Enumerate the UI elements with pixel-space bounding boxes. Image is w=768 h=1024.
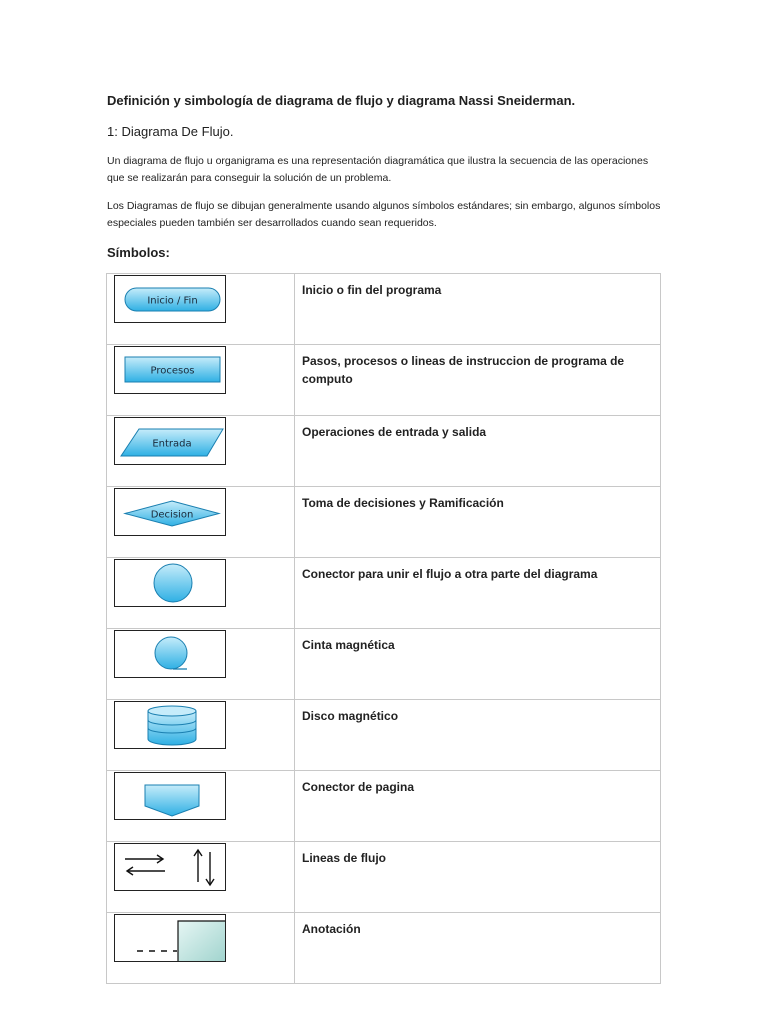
table-row xyxy=(107,274,661,345)
symbol-description: Disco magnético xyxy=(295,700,661,771)
symbol-box xyxy=(114,772,226,820)
io-shape-label: Entrada xyxy=(152,438,192,450)
symbol-box xyxy=(114,843,226,891)
paragraph-definition: Un diagrama de flujo u organigrama es una representación diagramática que ilustra la secuencia de las operaciones que se realizarán para conseguir la solución de un problema. xyxy=(107,155,649,184)
symbol-description: Inicio o fin del programa xyxy=(295,274,661,345)
symbols-table xyxy=(106,273,661,984)
page-connector-icon xyxy=(115,773,225,819)
symbol-box xyxy=(114,914,226,962)
io-parallelogram-icon xyxy=(115,418,225,464)
symbol-box xyxy=(114,630,226,678)
connector-circle-icon xyxy=(115,560,225,606)
paragraph-symbols-note: Los Diagramas de flujo se dibujan generalmente usando algunos símbolos estándares; sin embargo, algunos símbolos especiales pueden también ser desarrollados cuando sean requeridos. xyxy=(107,200,661,229)
document-title: Definición y simbología de diagrama de flujo y diagrama Nassi Sneiderman. xyxy=(107,93,576,108)
table-row xyxy=(107,700,661,771)
symbol-box xyxy=(114,559,226,607)
table-row xyxy=(107,345,661,416)
symbol-description: Toma de decisiones y Ramificación xyxy=(295,487,661,558)
symbol-description: Pasos, procesos o lineas de instruccion de programa de computo xyxy=(295,345,661,416)
table-row xyxy=(107,913,661,984)
symbol-box xyxy=(114,488,226,536)
symbol-box xyxy=(114,275,226,323)
symbol-description: Conector de pagina xyxy=(295,771,661,842)
table-row xyxy=(107,771,661,842)
symbol-description: Lineas de flujo xyxy=(295,842,661,913)
process-shape-label: Procesos xyxy=(150,365,195,377)
symbol-box xyxy=(114,346,226,394)
decision-shape-label: Decision xyxy=(150,509,194,521)
table-row xyxy=(107,416,661,487)
annotation-icon xyxy=(115,915,225,961)
symbol-description: Operaciones de entrada y salida xyxy=(295,416,661,487)
magnetic-disk-icon xyxy=(115,702,225,748)
section-heading: 1: Diagrama De Flujo. xyxy=(107,124,234,139)
symbol-box xyxy=(114,417,226,465)
symbol-box xyxy=(114,701,226,749)
process-shape-icon xyxy=(115,347,225,393)
table-row xyxy=(107,629,661,700)
table-row xyxy=(107,487,661,558)
terminal-shape-label: Inicio / Fin xyxy=(147,295,198,307)
flow-lines-icon xyxy=(115,844,225,890)
symbol-description: Cinta magnética xyxy=(295,629,661,700)
symbols-label: Símbolos: xyxy=(107,245,170,260)
table-row xyxy=(107,842,661,913)
decision-diamond-icon xyxy=(115,489,225,535)
table-row xyxy=(107,558,661,629)
symbol-description: Conector para unir el flujo a otra parte del diagrama xyxy=(295,558,661,629)
symbol-description: Anotación xyxy=(295,913,661,984)
magnetic-tape-icon xyxy=(115,631,225,677)
terminal-shape-icon xyxy=(115,276,225,322)
